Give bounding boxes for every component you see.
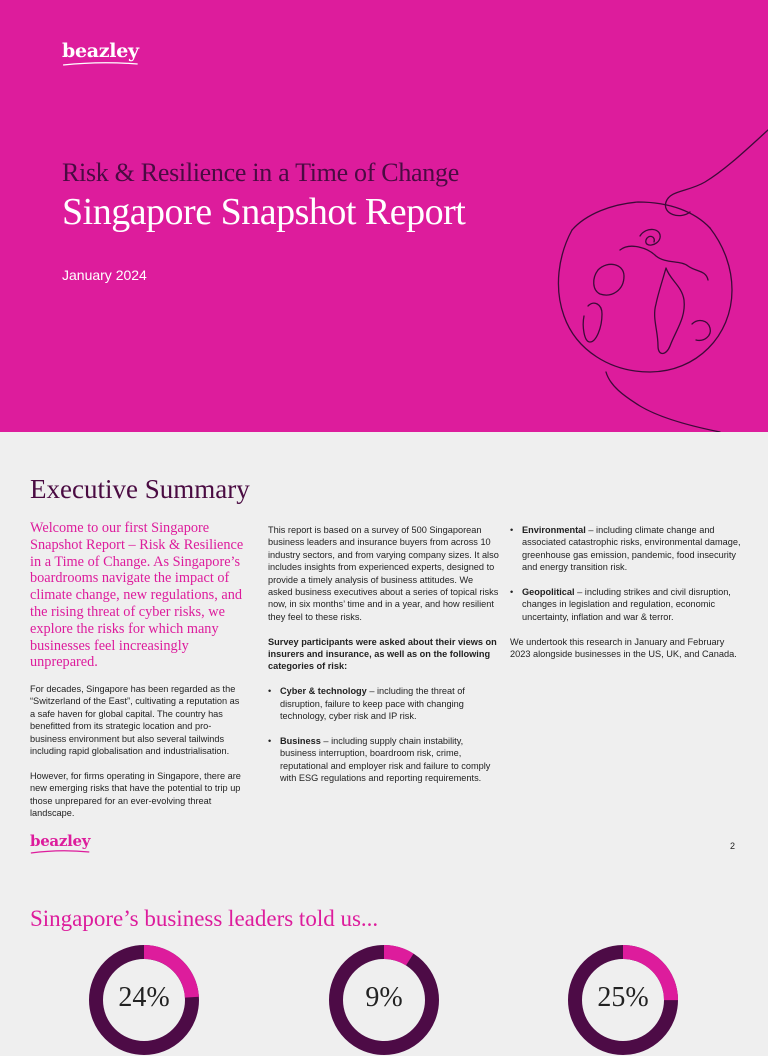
summary-column-3 — [510, 524, 742, 660]
risk-name: Environmental — [522, 525, 586, 535]
survey-intro: This report is based on a survey of 500 Singaporean business leaders and insurance buyers from across 10 industry sectors, and from varying company sizes. It also includes insights from experienced experts, designed to provide a timely analysis of business attitudes. We asked business executives about a series of topical risks now, in six months’ time and in a year, and how resilient they feel to these risks. — [268, 525, 499, 622]
beazley-logo — [62, 40, 139, 62]
donut-percent-label: 25% — [597, 982, 649, 1013]
summary-column-2 — [268, 524, 500, 797]
brand-wordmark: beazley — [30, 832, 91, 850]
risk-name: Cyber & technology — [280, 686, 367, 697]
cover-kicker: Risk & Resilience in a Time of Change — [62, 158, 459, 187]
globe-line-illustration-icon — [520, 110, 768, 432]
risk-description: – including the threat of disruption, failure to keep pace with changing technology, cyber risk and IP risk. — [280, 686, 465, 722]
risk-description: – including climate change and associated catastrophic risks, environmental damage, greenhouse gas emission, pandemic, food insecurity and energy transition risk. — [522, 525, 741, 573]
stat-donut — [88, 944, 200, 1056]
lead-paragraph: Welcome to our first Singapore Snapshot Report – Risk & Resilience in a Time of Change. As Singapore’s boardrooms navigate the impact of climate change, new regulations, and the rising threat of cyber risks, we explore the risks for which many businesses feel increasingly unprepared. — [30, 520, 244, 671]
risk-list — [268, 685, 500, 784]
risk-description: – including supply chain instability, business interruption, boardroom risk, crime, reputational and employer risk and failure to comply with ESG regulations and reporting requirements. — [280, 735, 491, 784]
cover-title: Singapore Snapshot Report — [62, 191, 466, 233]
body-paragraph: However, for firms operating in Singapore, there are new emerging risks that have the potential to trip up those unprepared for an ever-evolving threat landscape. — [30, 770, 241, 819]
stat-donut — [567, 944, 679, 1056]
business-leaders-heading: Singapore’s business leaders told us... — [30, 906, 379, 931]
donut-percent-label: 9% — [365, 982, 403, 1013]
donut-percent-label: 24% — [118, 982, 170, 1013]
executive-summary-heading: Executive Summary — [30, 474, 250, 504]
risk-item-geopolitical — [510, 586, 742, 623]
page-number: 2 — [730, 841, 736, 851]
summary-column-1 — [30, 683, 245, 819]
logo-swoosh-icon — [62, 61, 139, 67]
logo-swoosh-icon — [30, 849, 90, 855]
brand-wordmark: beazley — [62, 40, 139, 62]
body-paragraph: For decades, Singapore has been regarded as the “Switzerland of the East”, cultivating a reputation as a safe haven for global capital. The country has benefitted from its strategic location and pro-business environment but also several tailwinds including rapid globalisation and industrialisation. — [30, 684, 240, 757]
risk-name: Geopolitical — [522, 587, 575, 598]
beazley-logo-footer — [30, 832, 90, 850]
risk-item-cyber — [268, 685, 500, 722]
risk-item-business — [268, 735, 500, 785]
risk-item-environmental — [510, 524, 742, 574]
survey-question: Survey participants were asked about their views on insurers and insurance, as well as on the following categories of risk: — [268, 636, 497, 672]
cover-page — [0, 0, 768, 432]
stat-donut — [328, 944, 440, 1056]
cover-date: January 2024 — [62, 267, 147, 283]
business-leaders-page — [0, 862, 768, 1024]
executive-summary-page — [0, 432, 768, 862]
risk-name: Business — [280, 735, 321, 746]
risk-description: – including strikes and civil disruption, changes in legislation and regulation, economic uncertainty, inflation and war & terror. — [522, 587, 731, 622]
risk-list — [510, 524, 742, 623]
research-note: We undertook this research in January and February 2023 alongside businesses in the US, UK, and Canada. — [510, 636, 737, 660]
